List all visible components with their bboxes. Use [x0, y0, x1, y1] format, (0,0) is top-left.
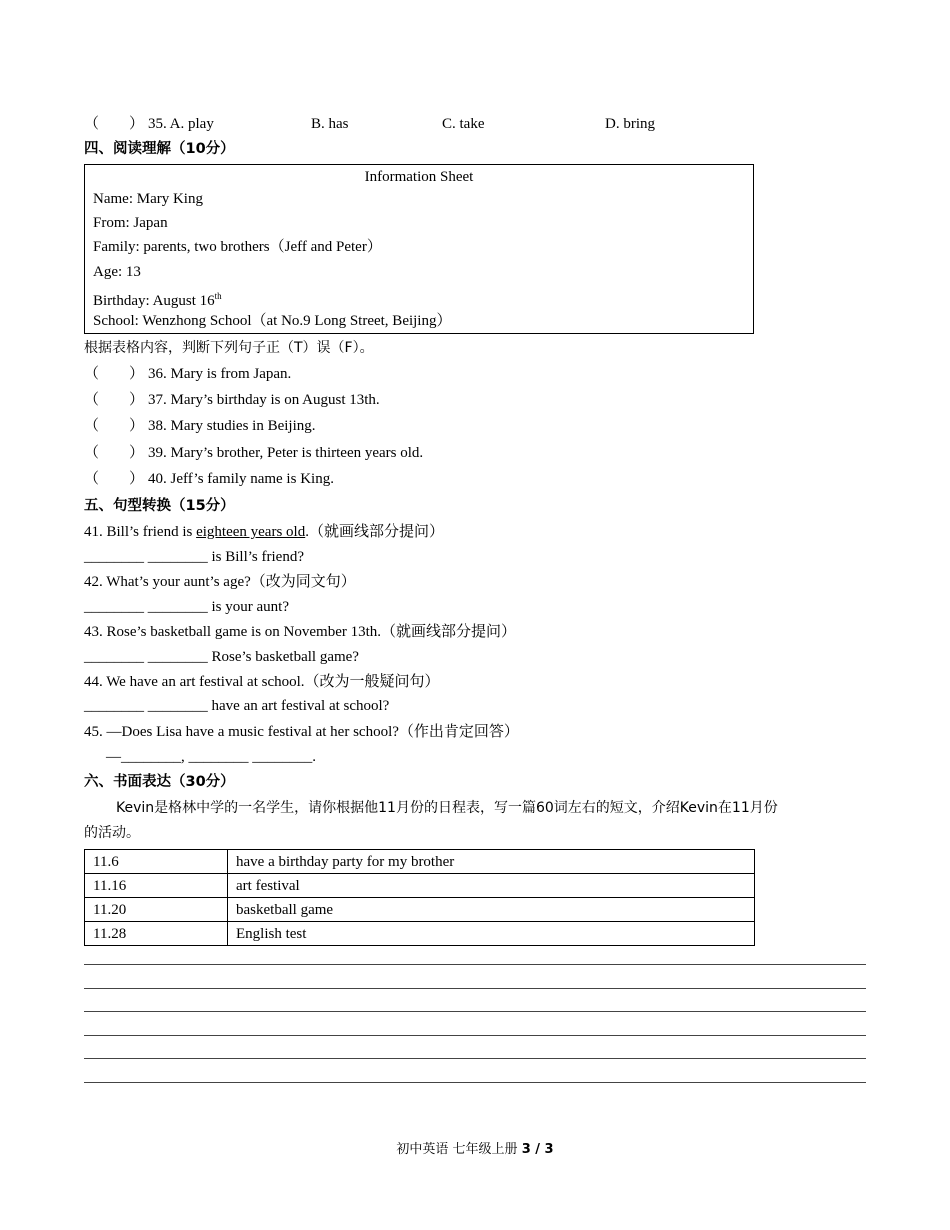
question-42: 42. What’s your aunt’s age?（改为同文句） [84, 574, 356, 590]
table-row [85, 850, 755, 874]
question-43: 43. Rose’s basketball game is on November 13th.（就画线部分提问） [84, 624, 517, 640]
schedule-date: 11.20 [85, 898, 228, 922]
info-birthday-suffix: th [214, 291, 222, 301]
section-4-heading: 四、阅读理解（10分） [84, 141, 235, 157]
page-number: 3 / 3 [521, 1142, 554, 1157]
question-text: 37. Mary’s birthday is on August 13th. [148, 392, 380, 408]
q41-underlined: eighteen years old [196, 524, 306, 540]
schedule-table [84, 849, 755, 946]
answer-paren: （ ） [84, 366, 145, 382]
section-4-instruction: 根据表格内容，判断下列句子正（T）误（F）。 [84, 340, 374, 356]
table-row [85, 922, 755, 946]
question-41 [84, 522, 444, 542]
schedule-date: 11.16 [85, 874, 228, 898]
answer-paren: （ ） [84, 392, 145, 408]
schedule-event: have a birthday party for my brother [228, 850, 755, 874]
info-from: From: Japan [93, 215, 168, 231]
section-6-heading: 六、书面表达（30分） [84, 774, 235, 790]
answer-44: ________ ________ have an art festival at school? [84, 698, 390, 714]
writing-prompt-line-2: 的活动。 [84, 825, 140, 841]
writing-line[interactable] [84, 1035, 866, 1036]
q41-suffix: .（就画线部分提问） [305, 524, 444, 540]
footer-label: 初中英语 七年级上册 [396, 1142, 522, 1157]
q41-prefix: 41. Bill’s friend is [84, 524, 197, 540]
info-school: School: Wenzhong School（at No.9 Long Street, Beijing） [93, 313, 452, 329]
schedule-date: 11.6 [85, 850, 228, 874]
answer-45: —________, ________ ________. [106, 749, 316, 765]
option-a: 35. A. play [148, 116, 214, 132]
answer-41: ________ ________ is Bill’s friend? [84, 549, 304, 565]
section-5-heading: 五、句型转换（15分） [84, 498, 235, 514]
question-36 [84, 364, 291, 384]
question-39 [84, 443, 423, 463]
question-38 [84, 416, 316, 436]
table-row [85, 898, 755, 922]
writing-line[interactable] [84, 964, 866, 965]
answer-paren: （ ） [84, 445, 145, 461]
option-d: D. bring [605, 116, 655, 132]
page-footer [0, 1138, 950, 1157]
info-birthday-text: Birthday: August 16 [93, 293, 215, 309]
writing-line[interactable] [84, 988, 866, 989]
table-row [85, 874, 755, 898]
question-37 [84, 390, 380, 410]
option-c: C. take [442, 116, 485, 132]
answer-paren: （ ） [84, 116, 145, 132]
info-sheet-title: Information Sheet [364, 169, 474, 185]
question-44: 44. We have an art festival at school.（改为一般疑问句） [84, 674, 440, 690]
schedule-event: basketball game [228, 898, 755, 922]
writing-line[interactable] [84, 1058, 866, 1059]
info-family: Family: parents, two brothers（Jeff and Peter） [93, 239, 382, 255]
answer-43: ________ ________ Rose’s basketball game? [84, 649, 359, 665]
writing-prompt-line-1: Kevin是格林中学的一名学生，请你根据他11月份的日程表，写一篇60词左右的短文，介绍Kevin在11月份 [116, 800, 778, 816]
schedule-date: 11.28 [85, 922, 228, 946]
question-45: 45. —Does Lisa have a music festival at her school?（作出肯定回答） [84, 724, 519, 740]
question-text: 38. Mary studies in Beijing. [148, 418, 316, 434]
option-b: B. has [311, 116, 349, 132]
schedule-event: English test [228, 922, 755, 946]
writing-line[interactable] [84, 1011, 866, 1012]
answer-42: ________ ________ is your aunt? [84, 599, 289, 615]
info-age: Age: 13 [93, 264, 141, 280]
information-sheet [84, 164, 754, 334]
question-35 [84, 114, 784, 134]
question-40 [84, 469, 334, 489]
question-text: 36. Mary is from Japan. [148, 366, 292, 382]
answer-paren: （ ） [84, 471, 145, 487]
question-text: 40. Jeff’s family name is King. [148, 471, 334, 487]
schedule-event: art festival [228, 874, 755, 898]
info-birthday [93, 286, 222, 311]
info-name: Name: Mary King [93, 191, 203, 207]
question-text: 39. Mary’s brother, Peter is thirteen years old. [148, 445, 424, 461]
writing-line[interactable] [84, 1082, 866, 1083]
answer-paren: （ ） [84, 418, 145, 434]
